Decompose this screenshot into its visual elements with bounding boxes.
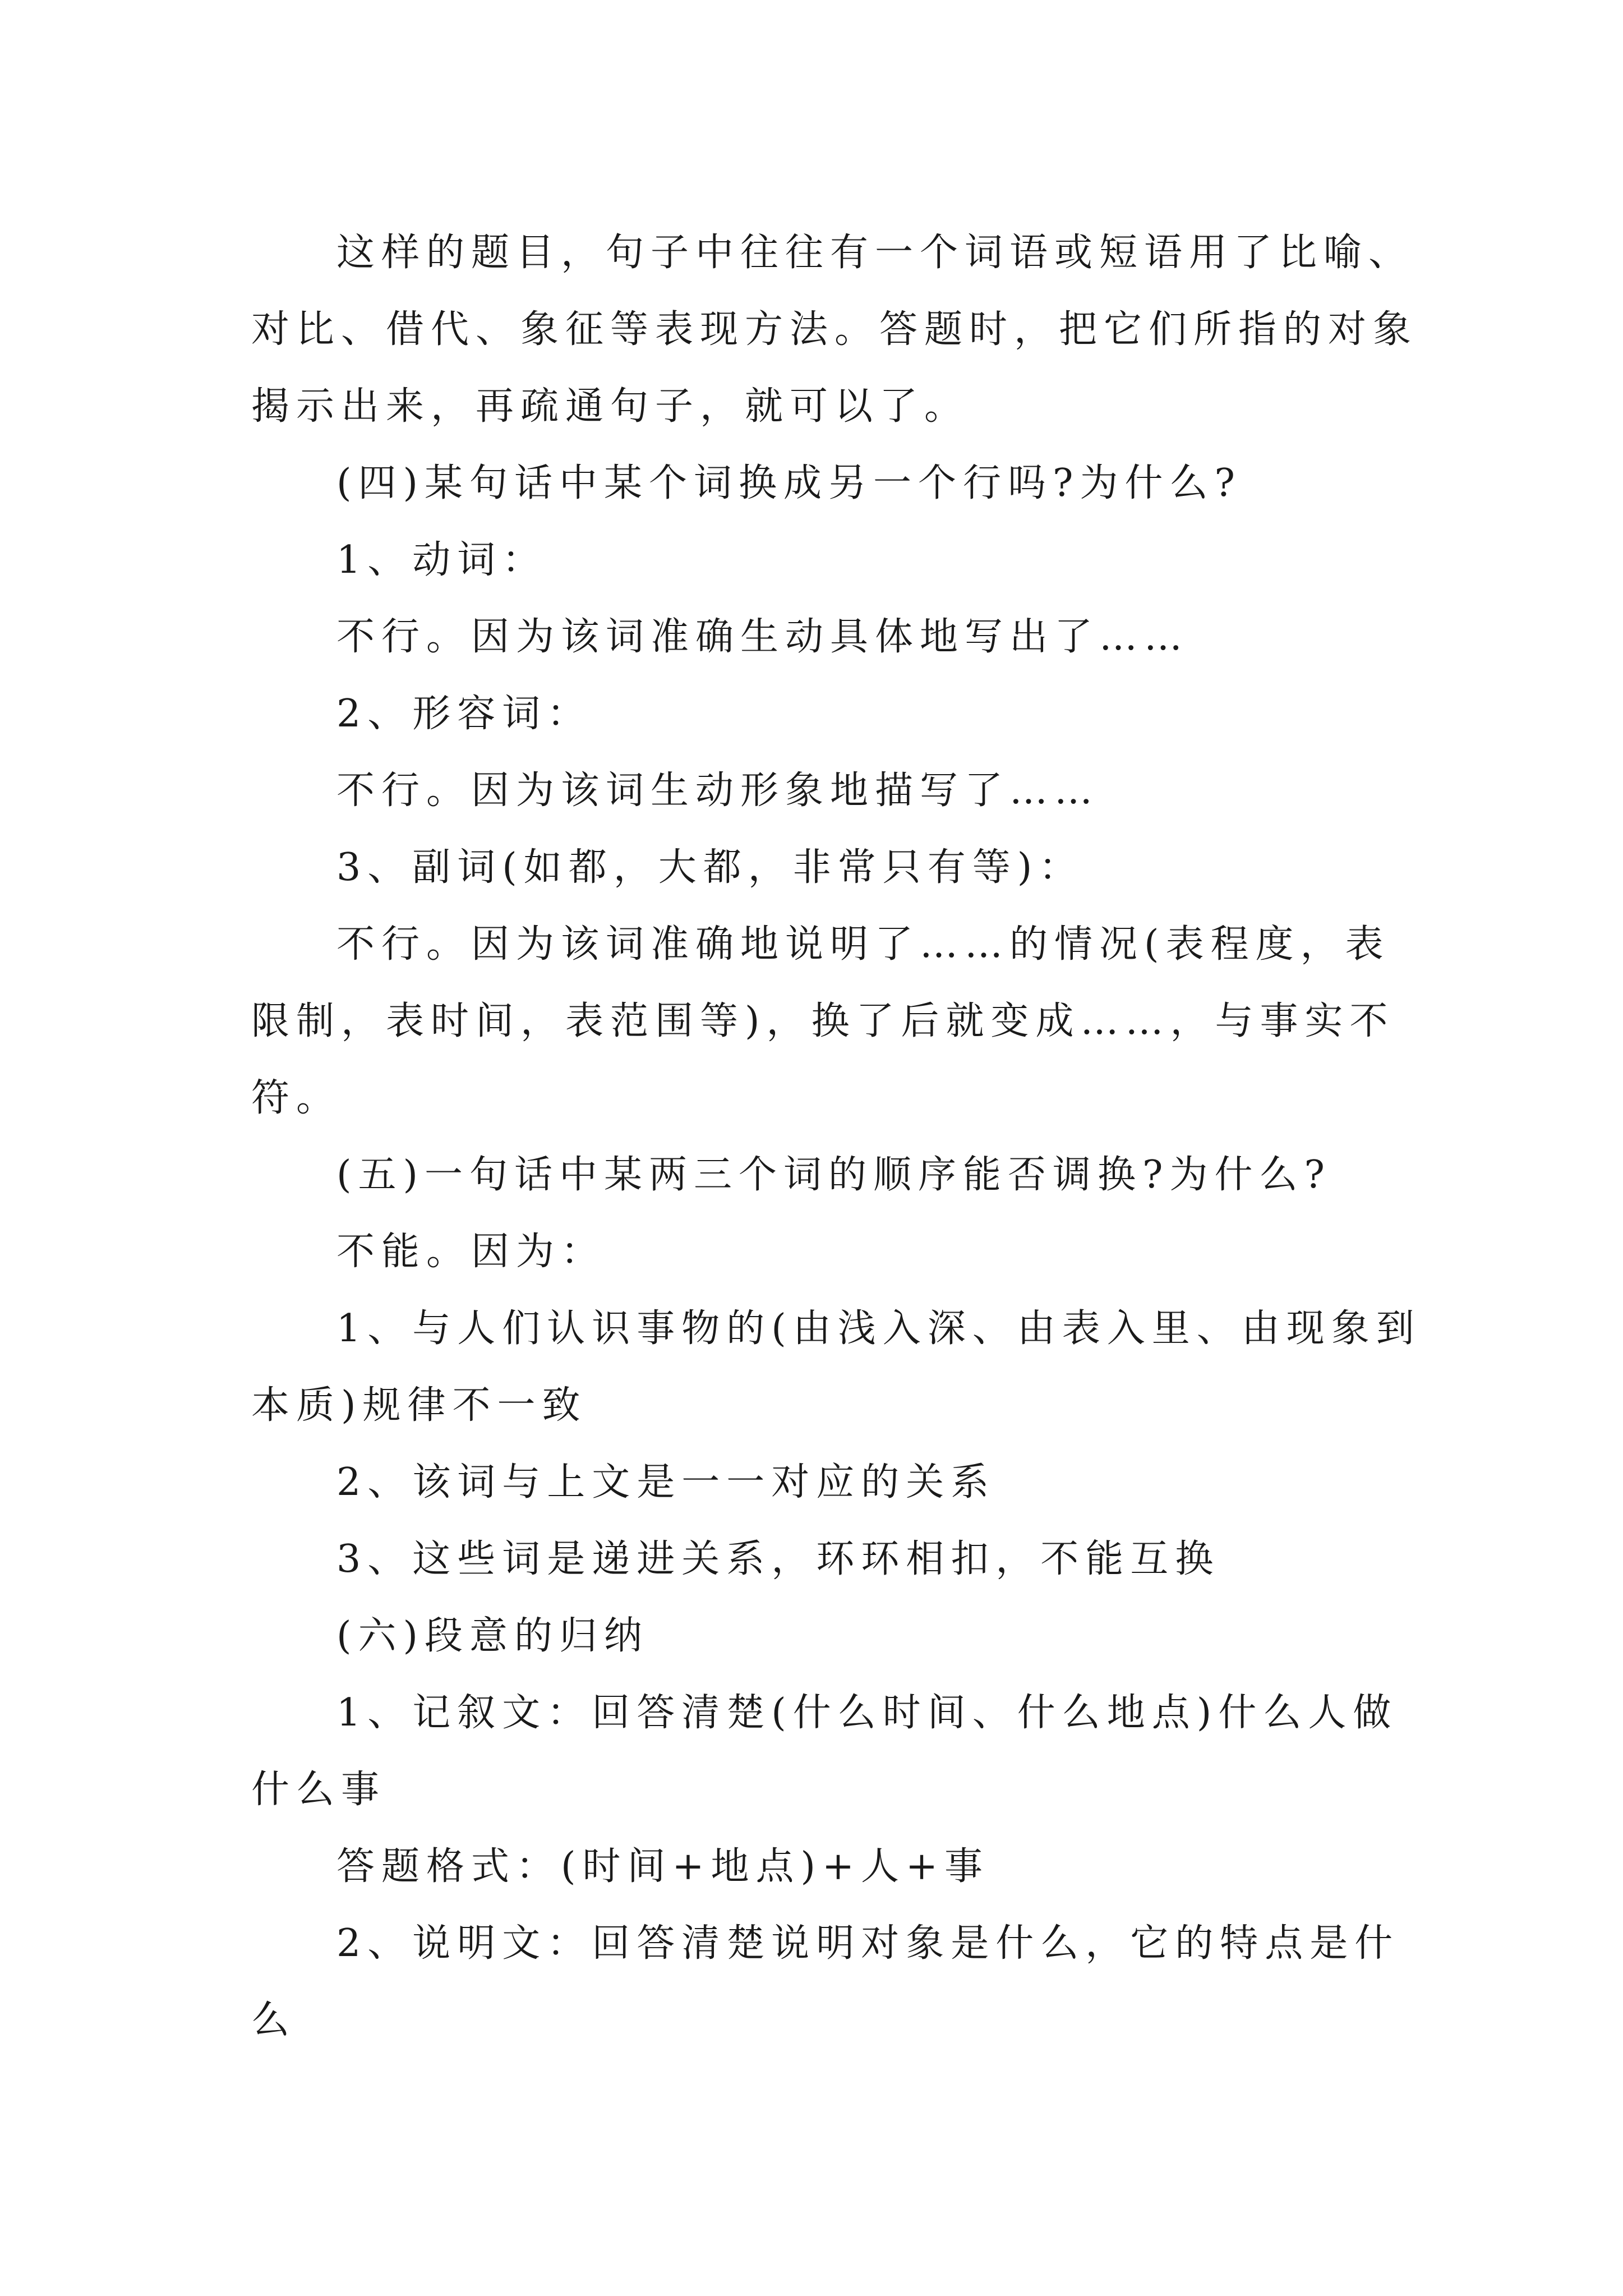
text-line: 什么事 (251, 1768, 386, 1812)
text-line: 不行。因为该词准确生动具体地写出了…… (336, 615, 1189, 659)
text-line: 不能。因为： (336, 1230, 606, 1274)
text-line: 揭示出来，再疏通句子，就可以了。 (251, 384, 970, 429)
section-heading: (四)某句话中某个词换成另一个行吗?为什么? (336, 461, 1242, 505)
list-item: 1、动词： (336, 538, 547, 582)
list-item: 2、该词与上文是一一对应的关系 (336, 1460, 996, 1504)
text-line: 答题格式：(时间+地点)+人+事 (336, 1844, 989, 1889)
list-item: 1、记叙文：回答清楚(什么时间、什么地点)什么人做 (336, 1691, 1398, 1735)
text-line: 对比、借代、象征等表现方法。答题时，把它们所指的对象 (251, 307, 1418, 352)
text-line: 不行。因为该词生动形象地描写了…… (336, 769, 1100, 813)
text-line: 不行。因为该词准确地说明了……的情况(表程度，表 (336, 922, 1390, 967)
section-heading: (五)一句话中某两三个词的顺序能否调换?为什么? (336, 1153, 1331, 1197)
text-line: 么 (251, 1998, 297, 2042)
text-line: 这样的题目，句子中往往有一个词语或短语用了比喻、 (336, 231, 1414, 275)
list-item: 1、与人们认识事物的(由浅入深、由表入里、由现象到 (336, 1306, 1421, 1351)
list-item: 2、形容词： (336, 692, 592, 736)
text-line: 限制，表时间，表范围等)，换了后就变成……，与事实不 (251, 999, 1395, 1043)
list-item: 3、副词(如都，大都，非常只有等)： (336, 845, 1084, 890)
section-heading: (六)段意的归纳 (336, 1614, 649, 1658)
text-line: 符。 (251, 1076, 342, 1120)
document-body (251, 214, 1421, 2059)
list-item: 2、说明文：回答清楚说明对象是什么，它的特点是什 (336, 1921, 1400, 1966)
list-item: 3、这些词是递进关系，环环相扣，不能互换 (336, 1537, 1220, 1581)
text-line: 本质)规律不一致 (251, 1383, 587, 1428)
